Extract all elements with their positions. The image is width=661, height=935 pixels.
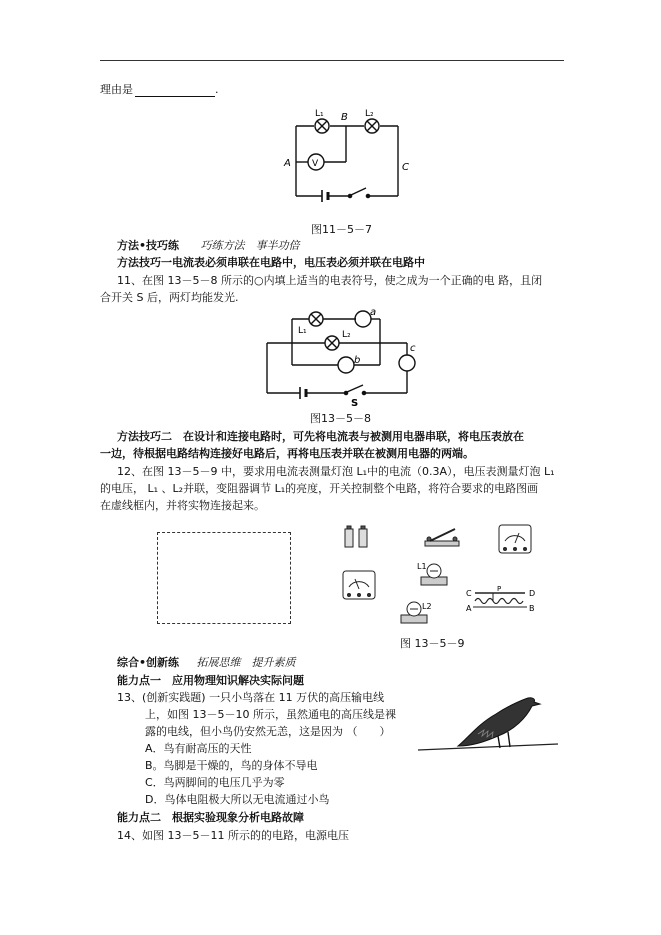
switch-icon [425, 529, 459, 546]
q11-line1: 11、在图 13－5－8 所示的○内填上适当的电表符号，使之成为一个正确的电 路，且闭 [117, 274, 543, 287]
label-C: C [402, 162, 409, 173]
methods-heading-sub: 巧练方法 事半功倍 [200, 239, 300, 252]
methods-heading-title: 方法•技巧练 [117, 239, 180, 252]
label-L1: L₁ [298, 326, 307, 336]
label-B: B [529, 604, 535, 613]
q13-option-a: A．鸟有耐高压的天性 [145, 742, 252, 755]
components-figure-13-5-9 [335, 515, 550, 635]
reason-line [100, 82, 219, 97]
fig1-caption: 图11－5－7 [311, 223, 372, 236]
circuit-diagram-13-5-8 [262, 303, 422, 408]
reason-end: . [215, 83, 219, 96]
label-a: a [370, 307, 377, 318]
method-tip-2-line1: 方法技巧二 在设计和连接电路时，可先将电流表与被测用电器串联，将电压表放在 [117, 430, 524, 443]
label-c: c [410, 343, 416, 354]
label-B: B [341, 112, 348, 123]
voltmeter-icon [499, 525, 531, 553]
label-b: b [354, 355, 361, 366]
bird-on-wire-illustration [418, 694, 558, 764]
label-L2: L2 [422, 602, 432, 611]
q14-line1: 14、如图 13－5－11 所示的的电路，电源电压 [117, 829, 349, 842]
q11-line2: 合开关 S 后，两灯均能发光. [100, 291, 239, 304]
label-D: D [529, 589, 536, 598]
q13-line2: 上，如图 13－5－10 所示，虽然通电的高压线是裸 [145, 708, 396, 721]
label-S: S [351, 398, 359, 408]
q13-option-c: C．鸟两脚间的电压几乎为零 [145, 776, 285, 789]
q12-line3: 在虚线框内，并将实物连接起来。 [100, 499, 265, 512]
q13-line3: 露的电线，但小鸟仍安然无恙，这是因为 （ ） [145, 725, 391, 738]
label-L1: L₁ [315, 109, 324, 119]
ability-point-2: 能力点二 根据实验现象分析电路故障 [117, 811, 304, 824]
header-rule [100, 60, 564, 61]
label-L2: L₂ [365, 109, 374, 119]
q12-line2: 的电压， L₁ 、L₂并联，变阻器调节 L₁的亮度，开关控制整个电路，将符合要求的电路图画 [100, 482, 539, 495]
battery-icon [345, 526, 367, 547]
comprehensive-heading [117, 655, 296, 670]
reason-label: 理由是 [100, 83, 133, 96]
q13-option-b: B。鸟脚是干燥的，鸟的身体不导电 [145, 759, 318, 772]
q13-line1: 13、(创新实践题) 一只小鸟落在 11 万伏的高压输电线 [117, 691, 385, 704]
method-tip-1: 方法技巧一电流表必须串联在电路中，电压表必须并联在电路中 [117, 256, 425, 269]
label-L1: L1 [417, 562, 427, 571]
label-A: A [466, 604, 472, 613]
fig3-caption: 图 13－5－9 [400, 637, 465, 650]
voltmeter-symbol: V [312, 159, 319, 169]
label-C: C [466, 589, 472, 598]
answer-blank [135, 85, 215, 97]
methods-heading [117, 238, 300, 253]
ability-point-1: 能力点一 应用物理知识解决实际问题 [117, 674, 304, 687]
label-L2: L₂ [342, 330, 351, 340]
method-tip-2-line2: 一边，待根据电路结构连接好电路后，再将电压表并联在被测用电器的两端。 [100, 447, 474, 460]
q12-line1: 12、在图 13－5－9 中，要求用电流表测量灯泡 L₁中的电流（0.3A），电压表测量灯泡 L₁ [117, 465, 555, 478]
label-P: P [497, 585, 502, 593]
rheostat-icon [473, 593, 527, 607]
label-A: A [284, 158, 291, 169]
comprehensive-heading-title: 综合•创新练 [117, 656, 180, 669]
fig2-caption: 图13－5－8 [310, 412, 371, 425]
q13-option-d: D．鸟体电阻极大所以无电流通过小鸟 [145, 793, 330, 806]
circuit-diagram-11-5-7 [278, 106, 418, 211]
comprehensive-heading-sub: 拓展思维 提升素质 [196, 656, 296, 669]
ammeter-icon [343, 571, 375, 599]
answer-dashed-box [157, 532, 291, 624]
